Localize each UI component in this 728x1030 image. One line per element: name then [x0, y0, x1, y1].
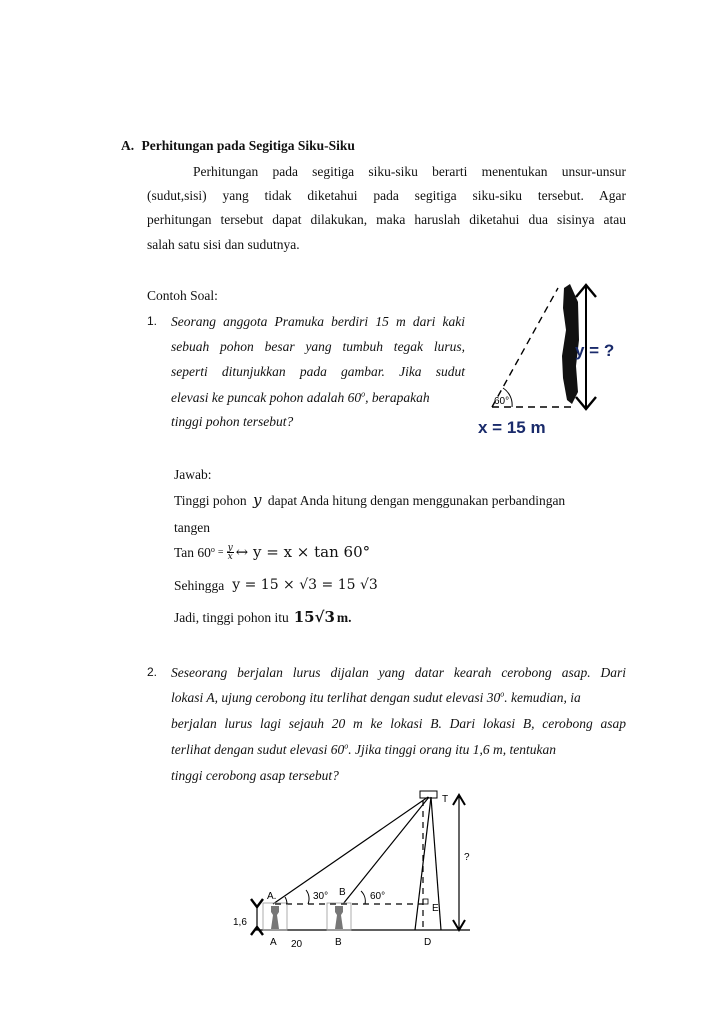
- q1-line-2: sebuah pohon besar yang tumbuh tegak lurus,: [171, 339, 465, 354]
- section-heading: [121, 137, 355, 154]
- svg-text:20: 20: [291, 939, 303, 950]
- svg-text:E: E: [432, 903, 439, 914]
- line-of-sight: [492, 288, 558, 407]
- example-label: Contoh Soal:: [147, 288, 218, 303]
- q1-line-4: elevasi ke puncak pohon adalah 60$^o$, berapakah: [171, 389, 430, 405]
- intro-line-2: (sudut,sisi) yang tidak diketahui pada segitiga siku-siku tersebut. Agar: [147, 188, 626, 203]
- q2-line-4: terlihat dengan sudut elevasi 60$^o$. Jjika tinggi orang itu 1,6 m, tentukan: [171, 741, 556, 757]
- conclusion-line: Jadi, tinggi pohon itu 15√3 m.: [174, 608, 352, 626]
- svg-text:A.: A.: [267, 891, 277, 902]
- intro-line-3: perhitungan tersebut dapat dilakukan, maka haruslah diketahui dua sisinya atau: [147, 212, 626, 227]
- answer-line-1: Tinggi pohon y dapat Anda hitung dengan menggunakan perbandingan: [174, 491, 566, 509]
- tan-formula: ↔ y = x × tan 60°: [235, 543, 371, 561]
- intro-line-4: salah satu sisi dan sudutnya.: [147, 237, 300, 252]
- person-b: [335, 906, 343, 929]
- var-y: y: [253, 491, 262, 509]
- x-label: x = 15 m: [478, 418, 546, 437]
- q1-number: 1.: [147, 314, 158, 328]
- sight-line-b: [343, 797, 429, 904]
- sehingga-formula: y = 15 × √3 = 15 √3: [232, 577, 378, 593]
- q1-line-5: tinggi pohon tersebut?: [171, 414, 294, 429]
- q2-line-3: berjalan lurus lagi sejauh 20 m ke lokasi B. Dari lokasi B, cerobong asap: [171, 716, 626, 731]
- q2-number: 2.: [147, 665, 158, 679]
- svg-text:T: T: [442, 794, 449, 805]
- svg-text:30°: 30°: [313, 891, 329, 902]
- svg-text:A: A: [270, 937, 277, 948]
- svg-text:1,6: 1,6: [233, 917, 247, 928]
- chimney-figure: [225, 785, 485, 955]
- svg-text:60°: 60°: [370, 891, 386, 902]
- q2-line-2: lokasi A, ujung cerobong itu terlihat dengan sudut elevasi 30$^o$. kemudian, ia: [171, 689, 581, 705]
- sight-line-a: [273, 797, 428, 904]
- sehingga-line: Sehingga y = 15 × √3 = 15 √3: [174, 577, 378, 593]
- section-letter: A.: [121, 138, 135, 153]
- answer-label: Jawab:: [174, 467, 212, 482]
- fraction: $\frac{y}{x}$: [227, 543, 233, 562]
- angle-60-label: 60°: [494, 396, 510, 407]
- answer-line-2: tangen: [174, 520, 210, 535]
- svg-text:D: D: [424, 937, 432, 948]
- q2-line-1: Seseorang berjalan lurus dijalan yang datar kearah cerobong asap. Dari: [171, 665, 626, 680]
- q1-line-1: Seorang anggota Pramuka berdiri 15 m dari kaki: [171, 314, 465, 329]
- svg-text:?: ?: [464, 852, 470, 863]
- y-label: y = ?: [575, 341, 615, 360]
- q1-line-3: seperti ditunjukkan pada gambar. Jika sudut: [171, 364, 465, 379]
- intro-line-1: Perhitungan pada segitiga siku-siku berarti menentukan unsur-unsur: [193, 164, 626, 179]
- q2-line-5: tinggi cerobong asap tersebut?: [171, 768, 339, 783]
- person-a: [271, 906, 279, 929]
- tree-figure: [472, 280, 652, 438]
- svg-text:B: B: [339, 887, 346, 898]
- svg-text:B: B: [335, 937, 342, 948]
- tan-formula-line: Tan 60 $^o$ = $\frac{y}{x}$ ↔ y = x × tan 60°: [174, 543, 371, 562]
- conclusion-value: 15√3: [293, 608, 335, 626]
- section-title: Perhitungan pada Segitiga Siku-Siku: [141, 138, 355, 153]
